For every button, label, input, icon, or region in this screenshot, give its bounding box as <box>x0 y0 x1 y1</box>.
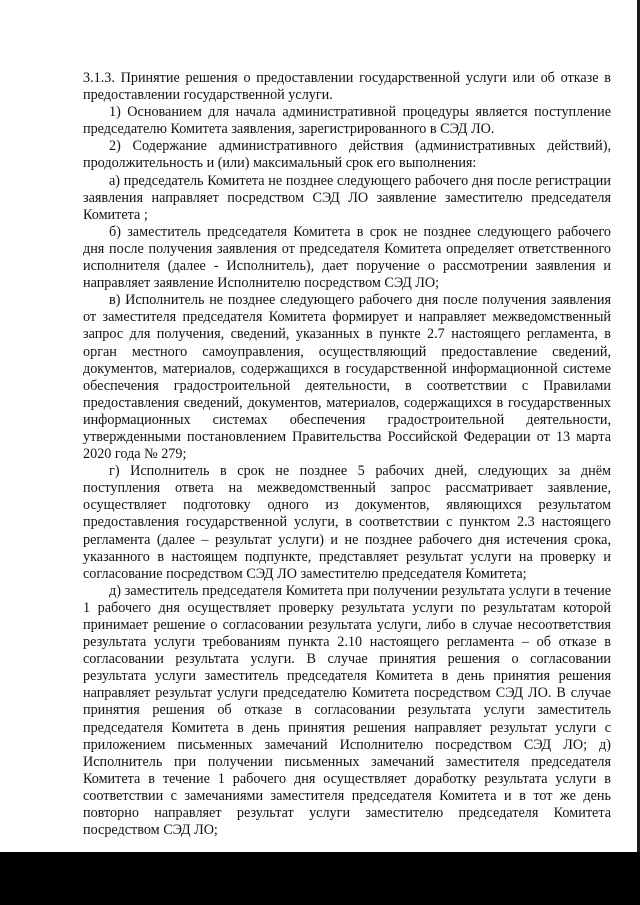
paragraph-item-b: б) заместитель председателя Комитета в срок не позднее следующего рабочего дня после получения заявления от председателя Комитета определяет ответственного исполнителя (далее - Исполнитель), дает поручение о рассмотрении заявления и направляет заявление Исполнителю посредством СЭД ЛО; <box>83 223 611 292</box>
document-body <box>83 70 611 839</box>
paragraph-item-a: а) председатель Комитета не позднее следующего рабочего дня после регистрации заявления направляет посредством СЭД ЛО заявление заместителю председателя Комитета ; <box>83 172 611 223</box>
paragraph-content-intro: 2) Содержание административного действия (административных действий), продолжительность и (или) максимальный срок его выполнения: <box>83 138 611 172</box>
paragraph-basis: 1) Основанием для начала административной процедуры является поступление председателю Комитета заявления, зарегистрированного в СЭД ЛО. <box>83 104 611 138</box>
paragraph-item-g: г) Исполнитель в срок не позднее 5 рабочих дней, следующих за днём поступления ответа на межведомственный запрос рассматривает заявление, осуществляет подготовку одного из документов, являющихся результатом предоставления государственной услуги, в соответствии с пунктом 2.3 настоящего регламента (далее – результат услуги) и не позднее рабочего дня истечения срока, указанного в настоящем подпункте, представляет результат услуги на проверку и согласование посредством СЭД ЛО заместителю председателя Комитета; <box>83 463 611 582</box>
paragraph-item-d: д) заместитель председателя Комитета при получении результата услуги в течение 1 рабочего дня осуществляет проверку результата услуги по результатам которой принимает решение о согласовании результата услуги, либо в случае несоответствия результата услуги требованиям пункта 2.10 настоящего регламента – об отказе в согласовании результата услуги. В случае принятия решения о согласовании результата услуги заместитель председателя Комитета в день принятия решения направляет результат услуги председателю Комитета посредством СЭД ЛО. В случае принятия решения об отказе в согласовании результата услуги заместитель председателя Комитета в день принятия решения направляет результат услуги с приложением письменных замечаний Исполнителю посредством СЭД ЛО; д) Исполнитель при получении письменных замечаний заместителя председателя Комитета в течение 1 рабочего дня осуществляет доработку результата услуги в соответствии с замечаниями заместителя председателя Комитета и в тот же день повторно направляет результат услуги заместителю председателя Комитета посредством СЭД ЛО; <box>83 582 611 839</box>
section-heading-3-1-3: 3.1.3. Принятие решения о предоставлении государственной услуги или об отказе в предоставлении государственной услуги. <box>83 70 611 104</box>
paragraph-item-v: в) Исполнитель не позднее следующего рабочего дня после получения заявления от заместителя председателя Комитета формирует и направляет межведомственный запрос для получения, сведений, указанных в пункте 2.7 настоящего регламента, в орган местного самоуправления, осуществляющий предоставление сведений, документов, материалов, содержащихся в государственной информационной системе обеспечения градостроительной деятельности, в соответствии с Правилами предоставления сведений, документов, материалов, содержащихся в государственных информационных системах обеспечения градостроительной деятельности, утвержденными постановлением Правительства Российской Федерации от 13 марта 2020 года № 279; <box>83 292 611 463</box>
scan-bottom-border <box>0 852 640 905</box>
